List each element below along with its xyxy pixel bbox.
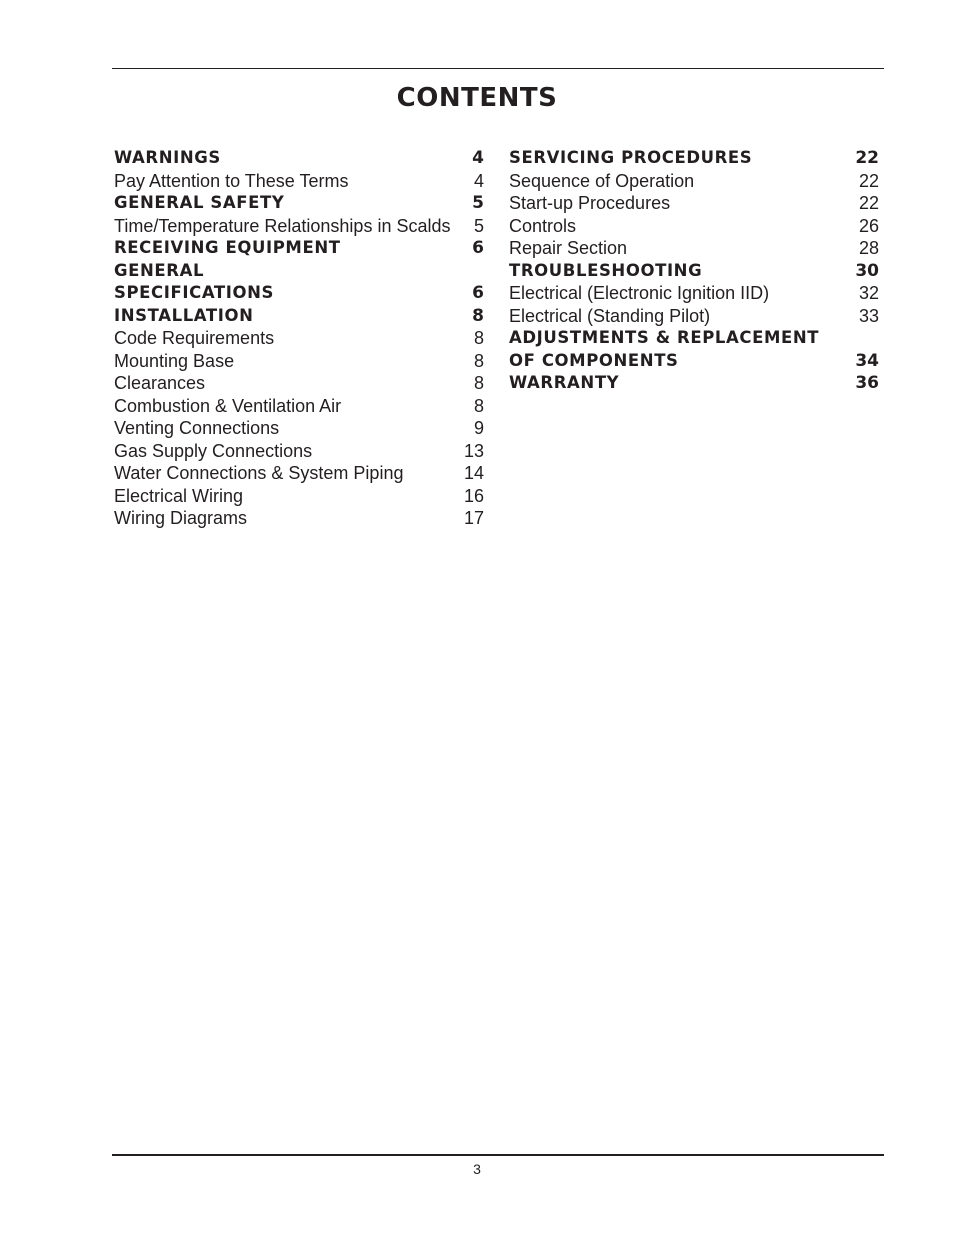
toc-entry-label: GENERAL [114, 260, 205, 280]
toc-entry-label: Electrical Wiring [114, 485, 244, 506]
toc-entry-page: 34 [855, 350, 879, 371]
toc-entry-label: Code Requirements [114, 328, 275, 348]
toc-section-entry [114, 192, 484, 215]
toc-entry-page: 30 [855, 260, 879, 281]
toc-entry-label: Water Connections & System Piping [114, 463, 404, 483]
toc-section-entry [509, 327, 879, 350]
toc-entry-label: Start-up Procedures [509, 193, 671, 213]
toc-entry-page: 22 [858, 193, 879, 213]
toc-entry-label: Sequence of Operation [509, 170, 695, 191]
toc-entry-page: 8 [473, 373, 484, 393]
toc-entry-label: RECEIVING EQUIPMENT [114, 238, 341, 257]
toc-section-entry [114, 305, 484, 328]
toc-entry-label: Repair Section [509, 238, 628, 258]
toc-entry-page: 8 [473, 350, 484, 371]
toc-subentry [114, 462, 484, 485]
toc-entry-page: 22 [855, 148, 879, 168]
page-title: CONTENTS [396, 83, 558, 113]
toc-subentry [114, 215, 484, 238]
toc-section-entry [509, 372, 879, 395]
toc-entry-page: 4 [472, 148, 484, 168]
toc-entry-page: 22 [858, 170, 879, 191]
toc-section-entry [509, 260, 879, 283]
toc-entry-page: 28 [858, 238, 879, 258]
toc-section-entry [114, 282, 484, 305]
top-rule [112, 68, 884, 69]
toc-entry-label: Venting Connections [114, 418, 280, 438]
toc-entry-label: Electrical (Electronic Ignition IID) [509, 283, 770, 303]
bottom-rule [112, 1154, 884, 1156]
toc-entry-page: 13 [463, 440, 484, 461]
toc-entry-page: 5 [473, 215, 484, 236]
toc-entry-page: 14 [463, 463, 484, 483]
toc-entry-page: 8 [473, 328, 484, 348]
toc-entry-label: Wiring Diagrams [114, 508, 248, 528]
toc-subentry [114, 372, 484, 395]
toc-left-column [114, 147, 484, 530]
toc-entry-label: GENERAL SAFETY [114, 193, 285, 212]
toc-entry-page: 17 [463, 508, 484, 528]
toc-entry-page: 4 [473, 170, 484, 191]
toc-section-entry [114, 260, 484, 283]
toc-entry-label: TROUBLESHOOTING [509, 260, 703, 280]
toc-section-entry [509, 350, 879, 373]
toc-subentry [114, 485, 484, 508]
toc-subentry [114, 170, 484, 193]
toc-section-entry [114, 237, 484, 260]
toc-entry-label: Electrical (Standing Pilot) [509, 305, 711, 326]
toc-subentry [509, 282, 879, 305]
toc-entry-label: ADJUSTMENTS & REPLACEMENT [509, 328, 820, 347]
toc-entry-page: 33 [858, 305, 879, 326]
toc-right-column [509, 147, 879, 395]
toc-subentry [114, 327, 484, 350]
toc-entry-label: Time/Temperature Relationships in Scalds [114, 215, 451, 236]
toc-subentry [114, 440, 484, 463]
toc-entry-page: 8 [472, 305, 484, 326]
toc-subentry [114, 395, 484, 418]
toc-subentry [509, 215, 879, 238]
toc-entry-page: 26 [858, 215, 879, 236]
toc-section-entry [114, 147, 484, 170]
toc-subentry [509, 305, 879, 328]
toc-entry-page: 5 [472, 193, 484, 213]
toc-entry-label: Combustion & Ventilation Air [114, 395, 342, 416]
toc-entry-label: Gas Supply Connections [114, 440, 313, 461]
toc-entry-label: Pay Attention to These Terms [114, 170, 349, 191]
toc-entry-page: 6 [472, 283, 484, 303]
toc-entry-label: Mounting Base [114, 350, 235, 371]
toc-entry-label: WARNINGS [114, 148, 221, 167]
toc-entry-page: 9 [473, 418, 484, 438]
toc-entry-page: 6 [472, 238, 484, 258]
toc-entry-page: 16 [463, 485, 484, 506]
toc-subentry [114, 417, 484, 440]
toc-entry-label: INSTALLATION [114, 305, 254, 325]
toc-entry-label: SPECIFICATIONS [114, 283, 275, 302]
toc-entry-page: 32 [858, 283, 879, 303]
toc-entry-page: 8 [473, 395, 484, 416]
toc-section-entry [509, 147, 879, 170]
toc-entry-label: OF COMPONENTS [509, 350, 679, 370]
toc-entry-label: WARRANTY [509, 373, 620, 392]
toc-subentry [509, 170, 879, 193]
toc-entry-label: Clearances [114, 373, 206, 393]
toc-subentry [114, 350, 484, 373]
toc-subentry [114, 507, 484, 530]
toc-subentry [509, 237, 879, 260]
page-number: 3 [473, 1161, 481, 1177]
toc-entry-label: Controls [509, 215, 577, 236]
toc-entry-page: 36 [855, 373, 879, 393]
toc-subentry [509, 192, 879, 215]
toc-entry-label: SERVICING PROCEDURES [509, 148, 753, 167]
